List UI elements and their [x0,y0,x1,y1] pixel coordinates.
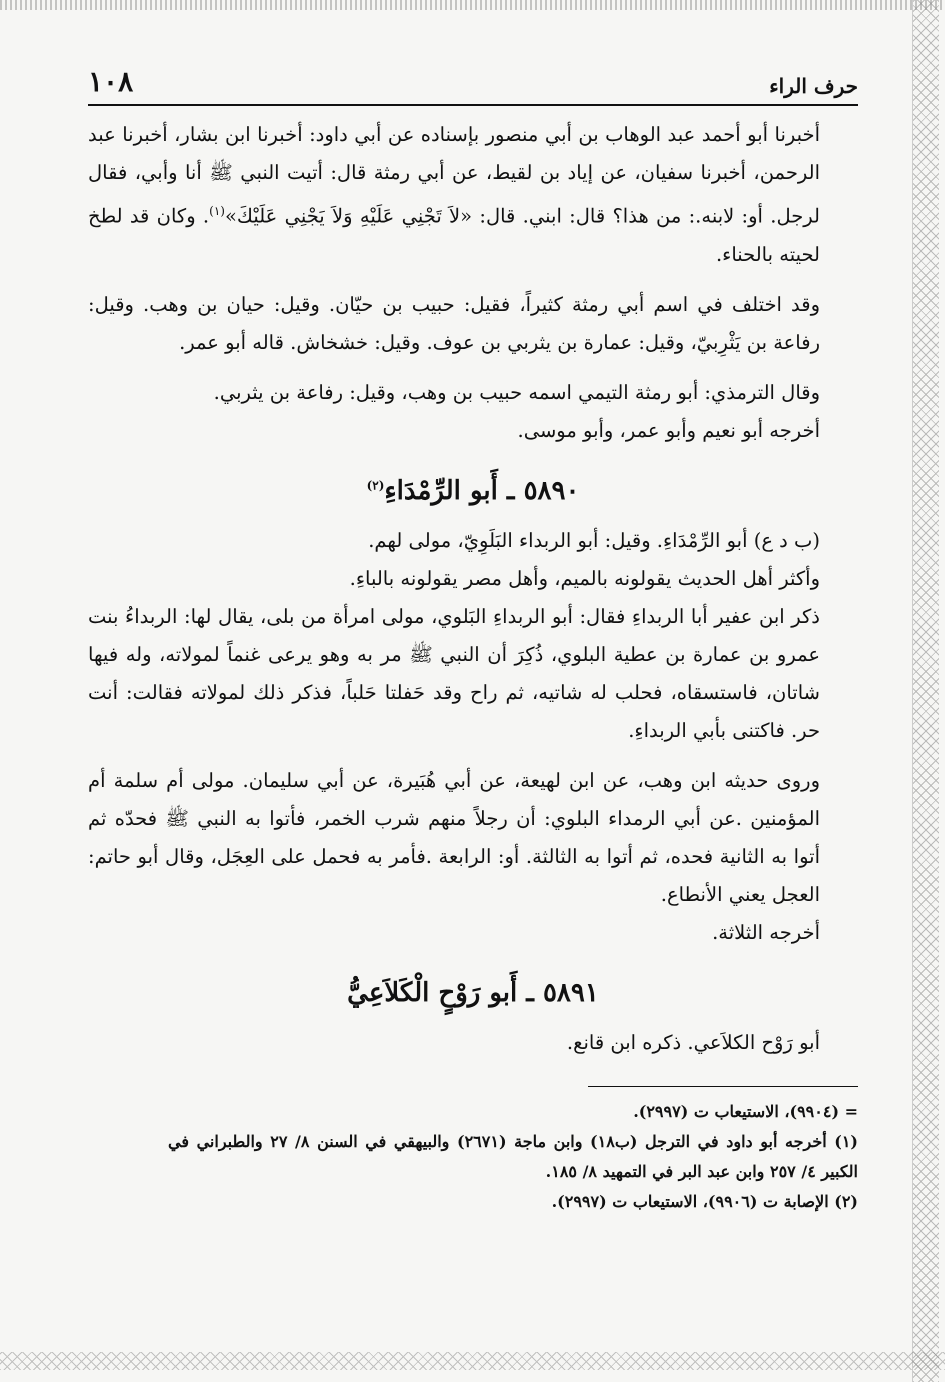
hadith-tail: . وكان قد لطخ لحيته بالحناء. [88,204,820,266]
paragraph-5890-hadith: وروى حديثه ابن وهب، عن ابن لهيعة، عن أبي هُبَيرة، عن أبي سليمان. مولى أم سلمة أم المؤمنين .عن أبي الرمداء البلوي: أن رجلاً منهم شرب الخمر، فأتوا به النبي ﷺ فحدّه ثم أتوا به الثانية فحده، ثم أتوا به الثالثة. أو: الرابعة .فأمر به فحمل على العِجَل، وقال أبو حاتم: العجل يعني الأنطاع. [88,768,820,906]
paragraph-5890-takhrij: أخرجه الثلاثة. [712,920,820,944]
entry-title-5890 [88,476,858,506]
footnote-continuation: = (٩٩٠٤)، الاستيعاب ت (٢٩٩٧). [633,1101,858,1121]
footnote-ref-1: (١) [209,204,225,218]
top-border [0,0,945,10]
paragraph-5890-story: ذكر ابن عفير أبا الربداءِ فقال: أبو الربداءِ البَلوي، مولى امرأة من بلى، يقال لها: الربداءُ بنت عمرو بن عمارة بن عطية البلوي، ذُكِرَ أن النبي ﷺ مر به وهو يرعى غنماً لمولاته، وله فيها شاتان، فاستسقاه، فحلب له شاتيه، ثم راح وقد حَفلتا حَلباً، فذكر ذلك لمولاته فقالت: أنت حر. فاكتنى بأبي الربداءِ. [88,604,820,742]
paragraph-tirmidhi: وقال الترمذي: أبو رمثة التيمي اسمه حبيب بن وهب، وقيل: رفاعة بن يثربي. [213,380,820,404]
paragraph-5890-spelling: وأكثر أهل الحديث يقولونه بالميم، وأهل مصر يقولونه بالباءِ. [349,566,820,590]
paragraph-names: وقد اختلف في اسم أبي رمثة كثيراً، فقيل: حبيب بن حيّان. وقيل: حيان بن وهب. وقيل: رفاعة بن يَثْرِبيّ، وقيل: عمارة بن يثربي بن عوف. وقيل: خشخاش. قاله أبو عمر. [88,292,820,354]
paragraph-hadith [88,116,858,274]
running-head: حرف الراء [769,74,858,98]
page-header [88,60,858,106]
entry-title-5891: ٥٨٩١ ـ أَبو رَوْحٍ الْكَلاَعِيُّ [347,977,599,1008]
book-page [88,60,858,1217]
footnote-ref-2: (٢) [366,477,385,492]
footnote-1: (١) أخرجه أبو داود في الترجل (ب١٨) وابن ماجة (٢٦٧١) والبيهقي في السنن ٨/ ٢٧ والطبراني في الكبير ٤/ ٢٥٧ وابن عبد البر في التمهيد ٨/ ١٨٥. [168,1131,858,1181]
footnote-2: (٢) الإصابة ت (٩٩٠٦)، الاستيعاب ت (٢٩٩٧). [551,1191,858,1211]
footnote-separator [588,1086,858,1087]
footnotes [168,1086,858,1217]
ornamental-side-border [912,0,939,1382]
page-number: ١٠٨ [88,65,134,98]
hadith-text: أخبرنا أبو أحمد عبد الوهاب بن أبي منصور بإسناده عن أبي داود: أخبرنا ابن بشار، أخبرنا عبد الرحمن، أخبرنا سفيان، عن إياد بن لقيط، عن أبي رمثة قال: أتيت النبي ﷺ أنا وأبي، فقال لرجل. أو: لابنه.: من هذا؟ قال: ابني. قال: «لاَ تَجْنِي عَلَيْهِ وَلاَ يَجْنِي عَلَيْكَ» [88,123,820,228]
paragraph-5891: أبو رَوْح الكلاَعي. ذكره ابن قانع. [566,1030,820,1054]
entry-title-text: ٥٨٩٠ ـ أَبو الرِّمْدَاءِ [384,475,580,506]
ornamental-bottom-border [0,1352,945,1370]
paragraph-takhrij: أخرجه أبو نعيم وأبو عمر، وأبو موسى. [517,418,820,442]
paragraph-5890-intro: (ب د ع) أبو الرِّمْدَاءِ. وقيل: أبو الربداء البَلَوِيّ، مولى لهم. [368,528,820,552]
